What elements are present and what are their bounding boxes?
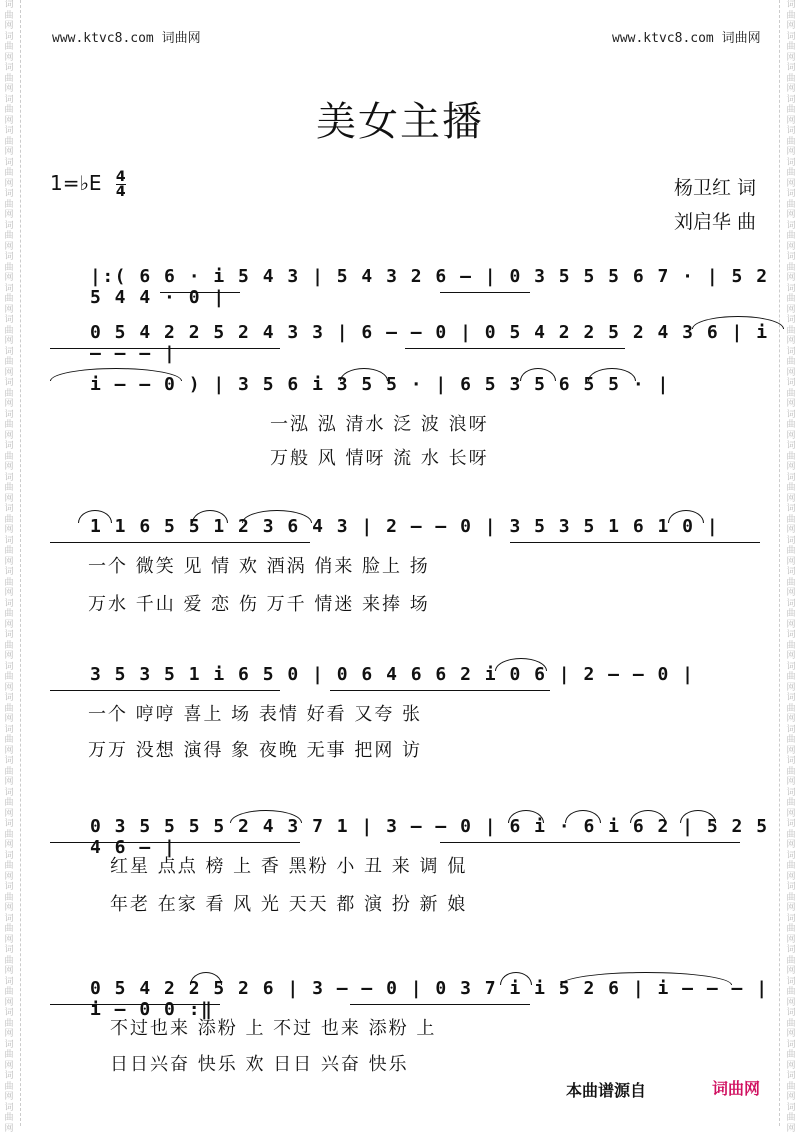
lyric-verse-1: 一个 哼哼 喜上 场 表情 好看 又夸 张 (88, 704, 423, 725)
tie (508, 810, 544, 823)
beam (160, 292, 240, 293)
score-system-1 (40, 266, 770, 306)
notation-line: 3 5 3 5 1 i 6 5 0 | 0 6 4 6 6 2 i 0 6 | 2 – – 0 | (90, 664, 695, 685)
tie (78, 510, 112, 523)
tie (520, 368, 556, 381)
watermark-left: 词曲网词曲网词曲网词曲网词曲网词曲网词曲网词曲网词曲网词曲网词曲网词曲网词曲网词曲网词曲网词曲网词曲网词曲网词曲网词曲网词曲网词曲网词曲网词曲网词曲网词曲网词曲网词曲网词曲网词曲网词曲网词曲网词曲网词曲网词曲网词曲网 (4, 0, 14, 1134)
key-label: 1=♭E (50, 171, 102, 195)
tie (192, 510, 228, 523)
score-system-2 (40, 322, 770, 362)
beam (350, 1004, 530, 1005)
tie (242, 510, 312, 523)
lyric-verse-1: 一泓 泓 清水 泛 波 浪呀 (270, 414, 489, 435)
site-link-left[interactable]: www.ktvc8.com 词曲网 (52, 31, 201, 46)
notation-line: 1 1 6 5 5 1 2 3 6 4 3 | 2 – – 0 | 3 5 3 5 1 6 1 0 | (90, 516, 720, 537)
tie (50, 368, 182, 381)
tie (565, 810, 601, 823)
lyric-verse-1: 红星 点点 榜 上 香 黑粉 小 丑 来 调 侃 (110, 856, 468, 877)
tie (560, 972, 732, 985)
score-system-5 (40, 664, 770, 774)
notation-line: 0 5 4 2 2 5 2 6 | 3 – – 0 | 0 3 7 i i 5 2 6 | i – – – | i – 0 0 :‖ (90, 978, 769, 1020)
tie (340, 368, 388, 381)
brand-link[interactable]: 词曲网 (712, 1079, 761, 1098)
beam (50, 1004, 220, 1005)
time-top: 4 (115, 169, 126, 185)
beam (440, 292, 530, 293)
beam (50, 542, 310, 543)
beam (50, 842, 300, 843)
notation-line: i – – 0 ) | 3 5 6 i 3 5 5 · | 6 5 3 5 6 5 5 · | (90, 374, 670, 395)
lyric-verse-2: 日日兴奋 快乐 欢 日日 兴奋 快乐 (110, 1054, 409, 1075)
tie (630, 810, 666, 823)
tie (588, 368, 636, 381)
song-title: 美女主播 (316, 99, 484, 145)
tie (668, 510, 704, 523)
tie (692, 316, 784, 329)
lyric-verse-1: 不过也来 添粉 上 不过 也来 添粉 上 (110, 1018, 437, 1039)
notation-line: 0 3 5 5 5 5 2 4 3 7 1 | 3 – – 0 | 6 i · 6 i 6 2 | 5 2 5 4 6 – | (90, 816, 769, 858)
beam (50, 690, 280, 691)
lyric-verse-2: 万万 没想 演得 象 夜晚 无事 把网 访 (88, 740, 423, 761)
notation-line: 0 5 4 2 2 5 2 4 3 3 | 6 – – 0 | 0 5 4 2 2 5 2 4 3 6 | i – – – | (90, 322, 769, 364)
beam (510, 542, 760, 543)
tie (680, 810, 716, 823)
watermark-right: 词曲网词曲网词曲网词曲网词曲网词曲网词曲网词曲网词曲网词曲网词曲网词曲网词曲网词曲网词曲网词曲网词曲网词曲网词曲网词曲网词曲网词曲网词曲网词曲网词曲网词曲网词曲网词曲网词曲网词曲网词曲网词曲网词曲网词曲网词曲网词曲网 (786, 0, 796, 1134)
composer: 刘启华 曲 (673, 211, 756, 233)
lyric-verse-1: 一个 微笑 见 情 欢 酒涡 俏来 脸上 扬 (88, 556, 430, 577)
tie (500, 972, 532, 985)
lyric-verse-2: 万水 千山 爱 恋 伤 万千 情迷 来捧 场 (88, 594, 430, 615)
tie (230, 810, 302, 823)
beam (330, 690, 550, 691)
lyricist: 杨卫红 词 (673, 177, 756, 199)
tie (495, 658, 547, 671)
beam (50, 348, 280, 349)
source-label: 本曲谱源自 (566, 1081, 647, 1100)
beam (405, 348, 625, 349)
time-signature (116, 170, 126, 199)
site-link-right[interactable]: www.ktvc8.com 词曲网 (612, 31, 761, 46)
notation-line: |:( 6 6 · i 5 4 3 | 5 4 3 2 6 – | 0 3 5 5 5 6 7 · | 5 2 5 4 4 · 0 | (90, 266, 769, 308)
score-system-7 (40, 978, 770, 1078)
watermark-left-line (20, 0, 21, 1126)
score-system-3 (40, 374, 770, 484)
lyric-verse-2: 万般 风 情呀 流 水 长呀 (270, 448, 489, 469)
time-bottom: 4 (115, 184, 126, 200)
watermark-right-line (779, 0, 780, 1126)
lyric-verse-2: 年老 在家 看 风 光 天天 都 演 扮 新 娘 (110, 894, 468, 915)
tie (190, 972, 222, 985)
beam (440, 842, 740, 843)
key-signature (50, 170, 126, 199)
score-system-6 (40, 816, 770, 926)
score-system-4 (40, 516, 770, 626)
